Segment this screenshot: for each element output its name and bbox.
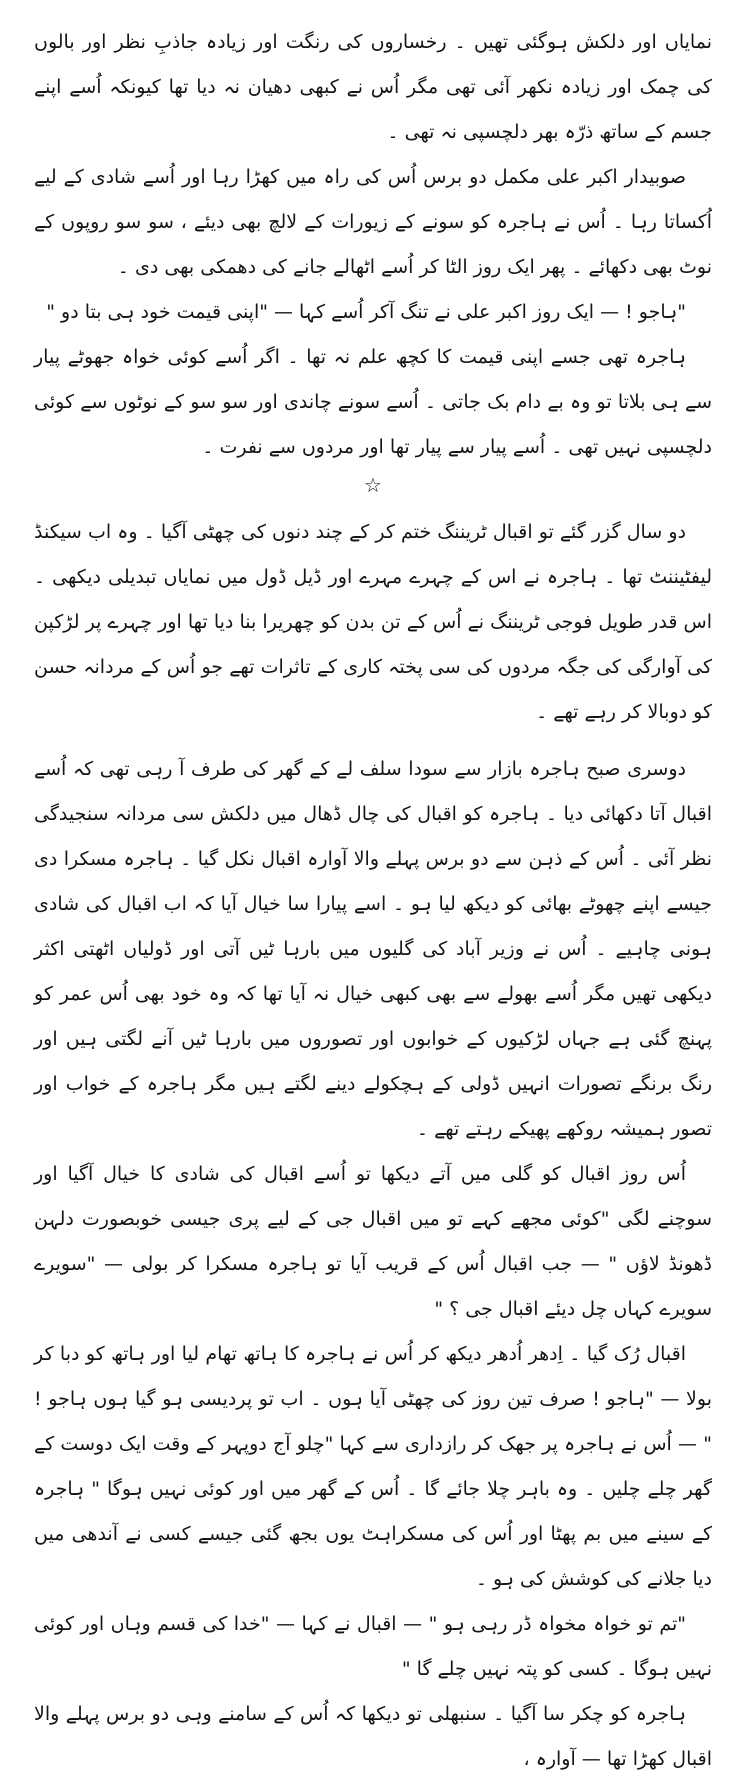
paragraph-1: نمایاں اور دلکش ہوگئی تھیں ۔ رخساروں کی رنگت اور زیادہ جاذبِ نظر اور بالوں کی چمک اور زیادہ نکھر آئی تھی مگر اُس نے کبھی دھیان نہ دیا تھا کیونکہ اُسے اپنے جسم کے ساتھ ذرّہ بھر دلچسپی نہ تھی ۔ — [34, 31, 712, 143]
paragraph-5: دو سال گزر گئے تو اقبال ٹریننگ ختم کر کے چند دنوں کی چھٹی آگیا ۔ وہ اب سیکنڈ لیفٹیننٹ تھا ۔ ہاجرہ نے اس کے چہرے مہرے اور ڈیل ڈول میں نمایاں تبدیلی دیکھی ۔ اس قدر طویل فوجی ٹریننگ نے اُس کے تن بدن کو چھریرا بنا دیا تھا اور چہرے پر لڑکپن کی آوارگی کی جگہ مردوں کی سی پختہ کاری کے تاثرات تھے جو اُس کے مردانہ حسن کو دوبالا کر رہے تھے ۔ — [34, 521, 712, 723]
paragraph-4: ہاجرہ تھی جسے اپنی قیمت کا کچھ علم نہ تھا ۔ اگر اُسے کوئی خواہ جھوٹے پیار سے ہی بلاتا تو وہ بے دام بک جاتی ۔ اُسے سونے چاندی اور سو سو کے نوٹوں سے کوئی دلچسپی نہیں تھی ۔ اُسے پیار سے پیار تھا اور مردوں سے نفرت ۔ — [34, 346, 712, 458]
paragraph-7: اُس روز اقبال کو گلی میں آتے دیکھا تو اُسے اقبال کی شادی کا خیال آگیا اور سوچنے لگی "کوئی مجھے کہے تو میں اقبال جی کے لیے پری جیسی خوبصورت دلہن ڈھونڈ لاؤں " — جب اقبال اُس کے قریب آیا تو ہاجرہ مسکرا کر بولی — "سویرے سویرے کہاں چل دیئے اقبال جی ؟ " — [34, 1163, 712, 1320]
paragraph-2: صوبیدار اکبر علی مکمل دو برس اُس کی راہ میں کھڑا رہا اور اُسے شادی کے لیے اُکساتا رہا ۔ اُس نے ہاجرہ کو سونے کے زیورات کے لالچ بھی دیئے ، سو سو روپوں کے نوٹ بھی دکھائے ۔ پھر ایک روز الٹا کر اُسے اٹھالے جانے کی دھمکی بھی دی ۔ — [34, 166, 712, 278]
paragraph-9: "تم تو خواہ مخواہ ڈر رہی ہو " — اقبال نے کہا — "خدا کی قسم وہاں اور کوئی نہیں ہوگا ۔ کسی کو پتہ نہیں چلے گا " — [34, 1613, 712, 1680]
paragraph-6: دوسری صبح ہاجرہ بازار سے سودا سلف لے کے گھر کی طرف آ رہی تھی کہ اُسے اقبال آتا دکھائی دیا ۔ ہاجرہ کو اقبال کی چال ڈھال میں دلکش سی مردانہ سنجیدگی نظر آئی ۔ اُس کے ذہن سے دو برس پہلے والا آوارہ اقبال نکل گیا ۔ ہاجرہ مسکرا دی جیسے اپنے چھوٹے بھائی کو دیکھ لیا ہو ۔ اسے پیارا سا خیال آیا کہ اب اقبال کی شادی ہونی چاہیے ۔ اُس نے وزیر آباد کی گلیوں میں بارہا ٹیں آتی اور ڈولیاں اٹھتی اکثر دیکھی تھیں مگر اُسے بھولے سے بھی کبھی خیال نہ آیا تھا کہ وہ خود بھی اُس عمر کو پہنچ گئی ہے جہاں لڑکیوں کے خوابوں اور تصوروں میں بارہا ٹیں آنے لگتی ہیں اور رنگ برنگے تصورات انہیں ڈولی کے ہچکولے دینے لگتے ہیں مگر ہاجرہ کے خواب اور تصور ہمیشہ روکھے پھیکے رہتے تھے ۔ — [34, 758, 712, 1140]
paragraph-8: اقبال رُک گیا ۔ اِدھر اُدھر دیکھ کر اُس نے ہاجرہ کا ہاتھ تھام لیا اور ہاتھ کو دبا کر بولا — "ہاجو ! صرف تین روز کی چھٹی آیا ہوں ۔ اب تو پردیسی ہو گیا ہوں ہاجو ! " — اُس نے ہاجرہ پر جھک کر رازداری سے کہا "چلو آج دوپہر کے وقت ایک دوست کے گھر چلے چلیں ۔ وہ باہر چلا جائے گا ۔ اُس کے گھر میں اور کوئی نہیں ہوگا " ہاجرہ کے سینے میں بم پھٹا اور اُس کی مسکراہٹ یوں بجھ گئی جیسے کسی نے آندھی میں دیا جلانے کی کوشش کی ہو ۔ — [34, 1343, 712, 1590]
section-break-star-icon: ☆ — [364, 473, 382, 497]
paragraph-10: ہاجرہ کو چکر سا آگیا ۔ سنبھلی تو دیکھا کہ اُس کے سامنے وہی دو برس پہلے والا اقبال کھڑا تھا — آوارہ ، — [34, 1703, 712, 1770]
paragraph-3: "ہاجو ! — ایک روز اکبر علی نے تنگ آکر اُسے کہا — "اپنی قیمت خود ہی بتا دو " — [46, 301, 686, 323]
